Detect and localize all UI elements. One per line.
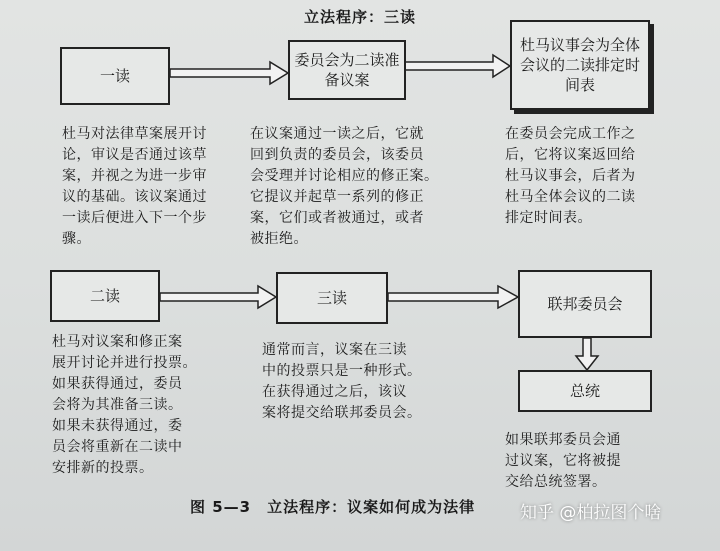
arrow-second-to-third <box>160 286 276 308</box>
figure-caption: 图 5—3 立法程序：议案如何成为法律 <box>190 498 476 516</box>
desc-second-reading <box>52 332 242 479</box>
watermark: 知乎 @柏拉图个啥 <box>520 503 662 523</box>
desc-line: 骤。 <box>62 231 91 247</box>
desc-first-reading <box>62 124 242 250</box>
desc-line: 在议案通过一读之后，它就 <box>250 126 424 142</box>
desc-line: 杜马对议案和修正案 <box>52 334 183 350</box>
desc-line: 它提议并起草一系列的修正 <box>250 189 424 205</box>
desc-line: 在获得通过之后，该议 <box>262 384 407 400</box>
desc-line: 员会将重新在二读中 <box>52 439 183 455</box>
desc-line: 交给总统签署。 <box>505 474 607 490</box>
desc-line: 杜马对法律草案展开讨 <box>62 126 207 142</box>
desc-line: 排定时间表。 <box>505 210 592 226</box>
desc-committee <box>250 124 490 250</box>
desc-line: 如果未获得通过，委 <box>52 418 183 434</box>
desc-line: 展开讨论并进行投票。 <box>52 355 197 371</box>
desc-line: 过议案，它将被提 <box>505 453 621 469</box>
desc-line: 案将提交给联邦委员会。 <box>262 405 422 421</box>
desc-president <box>505 430 685 493</box>
arrow-third-to-federation <box>388 286 518 308</box>
desc-line: 杜马议事会，后者为 <box>505 168 636 184</box>
desc-line: 议的基础。该议案通过 <box>62 189 207 205</box>
desc-line: 案，并视之为进一步审 <box>62 168 207 184</box>
desc-line: 如果获得通过，委员 <box>52 376 183 392</box>
desc-line: 回到负责的委员会，该委员 <box>250 147 424 163</box>
box-duma-council <box>510 20 650 110</box>
box-federation-council <box>518 270 652 338</box>
box-federation-council-label: 联邦委员会 <box>547 294 623 313</box>
desc-line: 会将为其准备三读。 <box>52 397 183 413</box>
desc-line: 中的投票只是一种形式。 <box>262 363 422 379</box>
desc-line: 如果联邦委员会通 <box>505 432 621 448</box>
desc-line: 通常而言，议案在三读 <box>262 342 407 358</box>
desc-line: 安排新的投票。 <box>52 460 154 476</box>
box-president <box>518 370 652 412</box>
box-committee <box>288 40 406 100</box>
desc-third-reading <box>262 340 482 424</box>
box-first-reading-label: 一读 <box>99 66 130 85</box>
arrow-federation-to-president <box>576 338 598 370</box>
desc-line: 后，它将议案返回给 <box>505 147 636 163</box>
box-committee-label: 委员会为二读准备议案 <box>294 50 400 89</box>
desc-line: 论，审议是否通过该草 <box>62 147 207 163</box>
desc-line: 被拒绝。 <box>250 231 308 247</box>
arrow-committee-to-council <box>405 55 510 77</box>
arrow-reading1-to-committee <box>170 62 288 84</box>
box-second-reading <box>50 270 160 322</box>
box-duma-council-label: 杜马议事会为全体会议的二读排定时间表 <box>519 35 640 95</box>
box-second-reading-label: 二读 <box>89 286 120 305</box>
diagram-title: 立法程序：三读 <box>303 8 416 26</box>
desc-line: 在委员会完成工作之 <box>505 126 636 142</box>
box-president-label: 总统 <box>569 381 600 400</box>
box-first-reading <box>60 47 170 105</box>
desc-line: 一读后便进入下一个步 <box>62 210 207 226</box>
desc-line: 杜马全体会议的二读 <box>505 189 636 205</box>
box-third-reading-label: 三读 <box>316 288 347 307</box>
desc-line: 案，它们或者被通过，或者 <box>250 210 424 226</box>
desc-line: 会受理并讨论相应的修正案。 <box>250 168 439 184</box>
desc-duma-council <box>505 124 705 229</box>
box-third-reading <box>276 272 388 324</box>
